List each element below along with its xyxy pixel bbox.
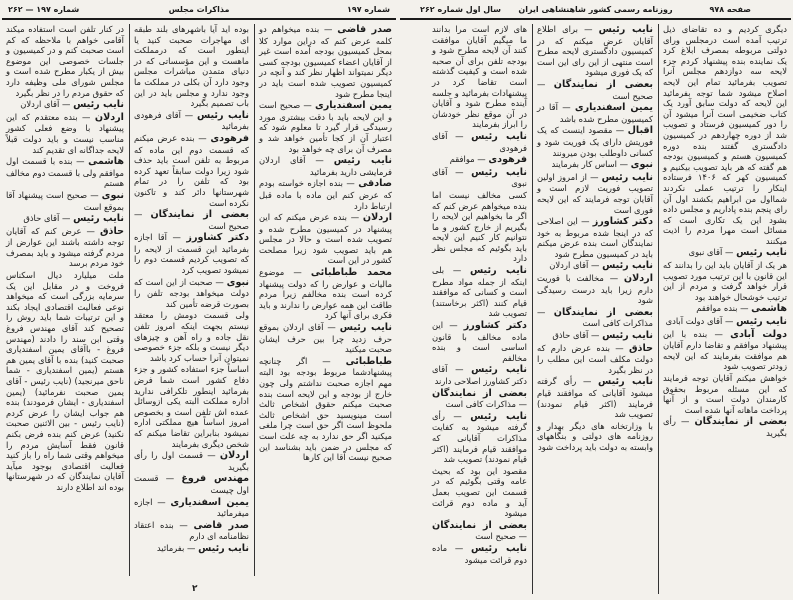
speech-paragraph xyxy=(663,247,787,259)
header-rule xyxy=(2,18,396,20)
speaker-name: بعضی از نمایندگان xyxy=(553,306,653,318)
speaker-name: صدر قاضی xyxy=(193,519,249,531)
speech-paragraph xyxy=(6,156,124,189)
speech-text: — آقای فرهودی بفرمائید xyxy=(134,109,249,132)
speaker-name: صدر قاضی xyxy=(337,24,392,35)
speech-paragraph xyxy=(259,267,392,321)
article-column xyxy=(2,24,128,576)
speech-text: — آقای اردلان xyxy=(20,99,71,110)
speech-text: — بنده با قسمت اول موافقم ولی با قسمت دوم مخالف هستم xyxy=(6,156,124,189)
speech-text: — بفرمائید xyxy=(156,542,196,553)
speech-text: — بنده اجازه خواسته بودم که عرض کنم این ماده با ماده قبل ارتباط دارد xyxy=(259,178,392,211)
speaker-name: نایب رئیس xyxy=(602,260,653,272)
speaker-name: اقبال xyxy=(627,125,654,137)
speaker-name: نایب رئیس xyxy=(602,330,653,342)
speaker-name: صادقی xyxy=(358,178,392,190)
speech-text: — آقای حاذق xyxy=(23,213,71,224)
speech-paragraph xyxy=(134,24,249,109)
speaker-name: فرهودی xyxy=(210,132,249,144)
speaker-name: نایب رئیس xyxy=(471,130,528,142)
speech-text: کسی مخالف نیست اما بنده میخواهم عرض کنم که اگر ما بخواهیم این لایحه را بگیریم از خارج کشور و ما نتوانیم کار کنیم این لایحه باید بگوئیم که مجلس نظر دارد xyxy=(432,189,527,264)
speech-paragraph xyxy=(537,79,653,101)
speaker-name: دکتر کشاورز xyxy=(186,232,249,244)
speaker-name: نبوی xyxy=(101,189,124,201)
speech-text: — بنده موافقم xyxy=(696,303,749,314)
speaker-name: طباطبائی xyxy=(345,355,392,367)
speech-text: مقصود این بود که بحیث عامه وقتی بگوئیم که در قسمت این تصویب بعمل آید و ماده دوم قرائت میشود xyxy=(432,465,527,519)
speech-paragraph xyxy=(134,133,249,208)
speech-paragraph xyxy=(537,159,653,171)
speech-paragraph xyxy=(663,373,787,415)
left-page xyxy=(2,0,396,600)
speech-text: — عرض کنم که آقایان توجه داشته باشند این عوارض از مردم گرفته میشود و باید بمصرف خود مردم برسد xyxy=(6,225,124,269)
speaker-name: محمد طباطبائی xyxy=(310,267,392,279)
speech-text: — رأی بگیرید xyxy=(663,416,787,438)
speaker-name: نایب رئیس xyxy=(471,364,528,376)
speech-paragraph xyxy=(432,167,527,189)
speech-paragraph xyxy=(663,303,787,315)
speech-paragraph xyxy=(134,277,249,310)
speech-paragraph xyxy=(663,24,787,246)
speech-paragraph xyxy=(6,226,124,269)
speaker-name: حاذق xyxy=(99,225,124,237)
speech-paragraph xyxy=(537,273,653,306)
speaker-name: هاشمی xyxy=(751,303,787,315)
speech-text: — بنده با این پیشنهاد موافقم و تقاضا دارم آقایان هم موافقت بفرمایند که این لایحه زودتر تصویب شود xyxy=(663,328,787,372)
right-page xyxy=(400,0,791,600)
speech-paragraph xyxy=(432,520,527,542)
speaker-name: بعضی از نمایندگان xyxy=(432,519,527,531)
speech-text: اساساً جزء استفاده کشور و جزء دفاع کشور است شما فرض بفرمائید اینطور تلکرافی ندارید اداره مملکت البته یکی ازوسائل عمده اش تلفن است و بخصوص امروز اساساً هیچ مملکتی اداره نمیشود بنابراین تقاضا میکنم که شخص دیگری بفرمایند xyxy=(134,364,249,449)
speech-text: با وزارتخانه های دیگر بهدار و روزنامه های دولتی و بنگاههای وابسته به دولت باید پرداخت شود xyxy=(537,420,653,452)
speaker-name: دولت آبادی xyxy=(730,328,787,340)
speaker-name: نایب رئیس xyxy=(339,322,392,334)
speaker-name: نبوی xyxy=(226,276,249,288)
speech-paragraph xyxy=(663,260,787,302)
speech-paragraph xyxy=(432,131,527,153)
speaker-name: اردلان xyxy=(623,273,653,285)
speech-text: ملت میلیارد دیال اسکناس فروخت و در مقابل این یک سرمایه بزرگی است که میخواهد نوعی فعالیت اقتصادی ایجاد بکند و این ترتیبات شما باید روش را تصحیح کند آقای مهندس فروغ وقتی ابن سند را دادند (مهندس فروغ - باآقای یمین اسفندیاری صحبت کنید) بنده با آقای یمین هم هستم (یمین اسفندیاری - شما ناحق میرنجید) (نایب رئیس - آقای یمین صحبت نفرمائید) (یمین اسفندیاری - ایشان فرمودند) بنده هم جواب ایشان را عرض کردم (نایب رئیس - بین الاثنین صحبت نکنید) عرض کنم بنده فرض بکنم قانون فقط آسایش مردم را میخواهم وقتی شما راه را باز کنید فعالیت اقتصادی بوجود میآید آقایان نمایندگان که در شهرستانها بوده اند اطلاع دارند xyxy=(6,270,124,492)
speech-text: — صحیح است xyxy=(475,531,527,542)
speaker-name: اردلان xyxy=(362,212,392,224)
speech-text: — آقای فرهودی xyxy=(432,130,527,153)
speech-paragraph xyxy=(134,232,249,275)
speech-paragraph xyxy=(537,343,653,376)
speaker-name: فرهودی xyxy=(488,154,527,166)
speech-paragraph xyxy=(432,24,527,130)
speaker-name: نایب رئیس xyxy=(73,99,124,111)
speech-text: — این ماده مخالف با قانون اساسی است و بنده مخالفم xyxy=(432,320,527,363)
left-header-issue: شماره ۱۹۷ xyxy=(346,5,390,14)
speech-paragraph xyxy=(134,310,249,363)
speech-text: — صحیح است xyxy=(134,209,249,231)
speech-paragraph xyxy=(259,212,392,266)
speaker-name: نایب رئیس xyxy=(598,376,653,388)
speech-paragraph xyxy=(432,364,527,386)
speaker-name: یمین اسفندیاری xyxy=(170,496,250,508)
speech-paragraph xyxy=(432,466,527,519)
speech-text: — بنده عرض میکنم که قسمت دوم این ماده که مربوط به تلفن است باید حذف شود زیرا دولت سابقاً تعهد کرده بود که تلفن را در تمام شهرستانها دائر کند و تاکنون نکرده است xyxy=(134,132,249,208)
speaker-name: نایب رئیس xyxy=(73,213,124,225)
speech-paragraph xyxy=(6,24,124,98)
speech-text: در کنار تلفن است استفاده میکند آقامی خواهم با ملاحظه که کم است صحبت کنم و در کمیسیون و جلسات خصوصی این موضوع بیش از یکبار مطرح شده است و مجلس شورای ملی وظیفه دارد که حقوق مردم را در نظر بگیرد xyxy=(6,24,124,98)
speech-paragraph xyxy=(134,364,249,449)
speech-text: — آقای اردلان بموقع حرف زدید چرا بین حرف ایشان صحبت میکنید xyxy=(259,322,392,355)
speech-paragraph xyxy=(537,102,653,124)
speech-paragraph xyxy=(134,520,249,542)
speech-paragraph xyxy=(663,329,787,372)
speaker-name: مهندس فروغ xyxy=(181,473,250,485)
speaker-name: اردلان xyxy=(94,111,124,123)
speech-paragraph xyxy=(259,178,392,211)
speaker-name: نایب رئیس xyxy=(470,265,528,277)
speech-text: — مقصود اینست که یک فوریتش دارای یک فوریت شود و کسانی داوطلب بودن میرونند xyxy=(537,125,653,158)
speech-paragraph xyxy=(432,265,527,319)
speech-text: — مخالفت با فوریت دارم زیرا باید درست رسیدگی شود xyxy=(537,273,653,306)
speech-text: — رأی گرفته میشود آقایانی که موافقند قیام فرمایند (اکثر قیام نمودند) تصویب شد xyxy=(537,376,653,420)
article-column xyxy=(428,24,531,594)
speech-paragraph xyxy=(6,99,124,111)
speech-text: — آقای اردلان فرمایشی دارید بفرمائید xyxy=(259,155,392,177)
speech-text: های لازم است مرا بدانند ما میگیم آقایان موافقت کنند آن لایحه مطرح شود و بودجه تلفن برای آن صحبه شده است و کیفیت گذشته است تقاضا کرد در پیشنهادات بفرمائید و جلسه آینده مطرح شود و آقایان در آن موقع نظر خودشان را ابراز بفرمایند xyxy=(432,24,527,130)
speaker-name: هاشمی xyxy=(88,156,124,168)
speech-text: — صحبت از این است که دولت میخواهد بودجه تلفن را بصورت قرضه تأمین کند xyxy=(134,276,249,309)
article-column xyxy=(255,24,396,576)
speech-text: — موافقم xyxy=(449,154,486,165)
speech-paragraph xyxy=(432,154,527,166)
speech-paragraph xyxy=(663,416,787,438)
speech-text: هر یک از آقایان باید این را بدانند که این قانون با این ترتیب مورد تصویب قرار خواهد گرفت و مردم از این ترتیب خوشحال خواهند بود xyxy=(663,260,787,302)
speech-text: — صحیح است xyxy=(537,78,653,101)
speech-text: — مذاکرات کافی است xyxy=(537,306,653,329)
speech-text: — رأی گرفته میشود به کفایت مذاکرات آقایانی که موافقند قیام فرمایند (اکثر قیام نمودند) تصویب شد xyxy=(432,410,527,465)
speech-text: دیگری کردیم و ده تقاضای ذیل ترتیب آمده است درمجلس ورای دولتی مربوطه بمصرف ابلاغ کرد یک نماینده بنده پیشنهاد کردم جزء لایحه سه دوازدهم مجلس آنرا تصویب بفرمائید تمام این لایحه اصلاح میشود شما توجه بفرمائید این لایحه که دولت سابق آورد یک کتاب ضخیمی است آنرا میشود آن را دور کمیسیون فرستاد و تصویب شد از دوره چهاردهم در کمیسیون دادگستری گفتند بنده دوره کمیسیون هستم و کمیسیون بودجه هم گفته که هر باید تصویب بیکنیم و کمیسیون کهر که ۱۴۰۶ فرستاده اینکار را ترتیب عملی نکردند شمااول من ابراهیم بکشند اول آن رای پنجم بنده پاداریم و مجلس داده بشود این یک تکاری است که مسائل است مهرا مردم را اذیت میکنند xyxy=(663,24,787,246)
right-page-header xyxy=(400,5,791,18)
speech-paragraph xyxy=(432,543,527,565)
speech-text: — صحیح است و این لایحه باید با دقت بیشتری مورد رسیدگی قرار گیرد تا معلوم شود که اعتبار آن از کجا تأمین خواهد شد و مصرف آن برای چه خواهد بود xyxy=(259,100,392,154)
left-page-header xyxy=(2,5,396,18)
left-header-number: شماره ۱۹۷ — ۲۶۲ xyxy=(8,5,80,14)
right-header-issue: سال اول شماره ۲۶۲ xyxy=(420,5,502,14)
speech-paragraph xyxy=(537,260,653,272)
right-header-title: روزنامه رسمی کشور شاهنشاهی ایران xyxy=(518,5,673,14)
speaker-name: نایب رئیس xyxy=(333,155,392,167)
speech-text: — آقای حاذق xyxy=(552,330,600,341)
speech-text: — بلی اینکه از جمله مواد مطرح است و کسانی که موافقند قیام کنند (اکثر برخاستند) تصویب شد xyxy=(432,265,527,319)
speech-text: — اجازه میفرمائید xyxy=(134,496,249,519)
speaker-name: بعضی از نمایندگان xyxy=(694,416,787,428)
speaker-name: بعضی از نمایندگان xyxy=(553,78,653,90)
speech-text: — آقای نبوی xyxy=(688,247,734,258)
speech-paragraph xyxy=(259,155,392,177)
speaker-name: نایب رئیس xyxy=(736,316,787,328)
speech-paragraph xyxy=(134,543,249,555)
speaker-name: نایب رئیس xyxy=(196,109,249,121)
speech-text: — آقای دکتر کشاورز اصلاحی دارند xyxy=(432,364,527,386)
speech-paragraph xyxy=(259,356,392,463)
speech-paragraph xyxy=(537,421,653,453)
speaker-name: نایب رئیس xyxy=(601,171,653,183)
speech-text: — بنده اعتقاد نظامنامه ای دارم xyxy=(134,519,249,542)
speech-paragraph xyxy=(537,24,653,78)
header-rule xyxy=(400,18,791,20)
speech-paragraph xyxy=(537,307,653,329)
speech-paragraph xyxy=(259,24,392,99)
speech-text: — قسمت اول را رأی بگیرید xyxy=(134,450,249,472)
speech-text: — قسمت اول چیست xyxy=(134,473,249,495)
page-number: ۲ xyxy=(192,584,198,594)
speech-text: — موضوع مالیات و عوارض را که دولت پیشنهاد کرده است بنده مخالفم زیرا مردم طاقت این همه عوارض را ندارند و باید فکری برای آنها کرد xyxy=(259,267,392,321)
speech-paragraph xyxy=(134,110,249,132)
speaker-name: یمین اسفندیاری xyxy=(574,102,653,114)
speech-text: — آقا در کمیسیون مطرح شده باشد xyxy=(537,102,653,124)
speech-text: — صحیح است پیشنهاد آقا بموقع است xyxy=(6,189,124,212)
speech-text: — آقا اجازه بفرمائید این قسمت از لایحه را که تصویب کردیم قسمت دوم را نمیشود تصویب کرد xyxy=(134,232,249,276)
speech-paragraph xyxy=(6,190,124,212)
speaker-name: اردلان xyxy=(219,450,249,462)
speech-text: — آقای دولت آبادی xyxy=(665,316,734,327)
speech-paragraph xyxy=(6,270,124,492)
speech-paragraph xyxy=(432,388,527,410)
speech-text: — برای اطلاع آقایان عرض میکنم که در کمیسیون دادگستری لایحه مطرح است منتهی از این رای این است که یک فوری میشود xyxy=(537,24,653,78)
speech-paragraph xyxy=(537,376,653,419)
right-header-page: صفحه ۹۷۸ xyxy=(709,5,751,14)
speech-paragraph xyxy=(663,316,787,328)
speaker-name: حاذق xyxy=(628,342,653,354)
speech-paragraph xyxy=(259,322,392,355)
speech-text: بوده اید آیا باشهرهای بلند طبقه ای مهاجرات صحبت کنید یا اینطور است که درمملکت ماهست و این مؤسساتی که در دنیای متمدن مباشرات مجلس وجود دارد آن بکلی در مملکت ما وجود ندارد و مجلس باید در این باب تصمیم بگیرد xyxy=(134,24,249,109)
speech-paragraph xyxy=(134,450,249,472)
speech-text: — ماده دوم قرائت میشود xyxy=(432,542,527,565)
speech-text: — بنده عرض میکنم که این پیشنهاد در کمیسیون مطرح شده و تصویب شده است و حالا در مجلس هم باید تصویب شود زیرا مصلحت کشور در این است xyxy=(259,212,392,266)
article-column xyxy=(659,24,791,594)
speaker-name: دکتر کشاورز xyxy=(592,216,653,228)
speaker-name: نایب رئیس xyxy=(598,24,653,35)
speech-text: — آقای اردلان xyxy=(549,260,600,271)
speech-text: — اساس کار بفرمایند xyxy=(551,159,628,170)
speech-paragraph xyxy=(6,213,124,225)
speech-paragraph xyxy=(537,216,653,259)
speech-text: — بنده میخواهم دو کلمه عرض کنم که دراین موارد کلا بمحل کمیسیون بودجه آمده است غیر از آقایان اعضاء کمیسیون بودجه کسی دیگر نمیتواند اظهار نظر کند و آنچه در کمیسیون تصویب شده است باید در اینجا مطرح شود xyxy=(259,24,392,99)
speech-text: — از امروز اولین تصویب فوریت لازم است و آقایان توجه فرمایند که این لایحه فوری است xyxy=(537,171,653,215)
speaker-name: نایب رئیس xyxy=(471,542,527,554)
speech-paragraph xyxy=(432,411,527,465)
speech-paragraph xyxy=(537,330,653,342)
speaker-name: یمین اسفندیاری xyxy=(314,100,393,112)
speaker-name: نبوی xyxy=(630,159,653,171)
speaker-name: بعضی از نمایندگان xyxy=(150,209,249,221)
speech-text: — آقای نبوی xyxy=(432,166,527,189)
speech-paragraph xyxy=(537,172,653,215)
speech-text: ولی قسمت دومش را معتقد نیستم بجهت اینکه امروز تلفن نقل جاده و راه آهن و چیزهای دیگر نیست و بلکه جزء خصوصی نمیتوان آنرا حساب کرد باشد xyxy=(134,310,249,363)
speech-text: — بنده معتقدم که این پیشنهاد با وضع فعلی کشور مناسب نیست و باید دولت قبلاً لایحه جداگانه ای تقدیم کند xyxy=(6,111,124,155)
article-column xyxy=(130,24,253,576)
speech-paragraph xyxy=(432,190,527,264)
speech-text: — این اصلاحی که در اینجا شده مربوط به خود نمایندگان است بنده عرض میکنم باید در کمیسیون مطرح شود xyxy=(537,216,653,259)
speech-paragraph xyxy=(134,473,249,495)
speaker-name: نایب رئیس xyxy=(198,542,249,554)
speaker-name: دکتر کشاورز xyxy=(463,320,527,332)
speech-text: — بنده عرض دارم که دولت مکلف است این مطلب را در نظر بگیرد xyxy=(537,342,653,375)
article-column xyxy=(533,24,657,594)
speaker-name: نایب رئیس xyxy=(470,410,528,422)
speech-text: — مذاکرات کافی است xyxy=(445,399,527,410)
speech-paragraph xyxy=(134,209,249,231)
speech-text: — اگر چنانچه پیشنهادشما مربوط بودجه بود البته مهم اجازه صحبت نداشتم ولی چون خارج از بودجه و این لایحه است بنده صحبت میکنم حقوق اشخاص ثالث است مینویسید حق اشخاص ثالث ملحوظ است اگر حق است چرا ملغی میکنید اگر حق ندارد به چه علت است که مجلس در ضمن باید بشناسد این صحیح نیست آقا این کارها xyxy=(259,355,392,463)
speech-paragraph xyxy=(537,125,653,158)
speaker-name: نایب رئیس xyxy=(471,166,528,178)
speech-paragraph xyxy=(6,112,124,155)
speech-paragraph xyxy=(134,497,249,519)
speech-text: خواهش میکنم آقایان توجه فرمایند که این مسئله مربوط بحقوق کارمندان دولت است و از آنها پرداخت ماهانه آنها شده است xyxy=(663,373,787,415)
speech-paragraph xyxy=(432,320,527,363)
speech-paragraph xyxy=(259,100,392,154)
left-header-title: مذاکرات مجلس xyxy=(168,5,230,14)
speaker-name: نایب رئیس xyxy=(736,247,787,259)
speaker-name: بعضی از نمایندگان xyxy=(432,387,527,399)
